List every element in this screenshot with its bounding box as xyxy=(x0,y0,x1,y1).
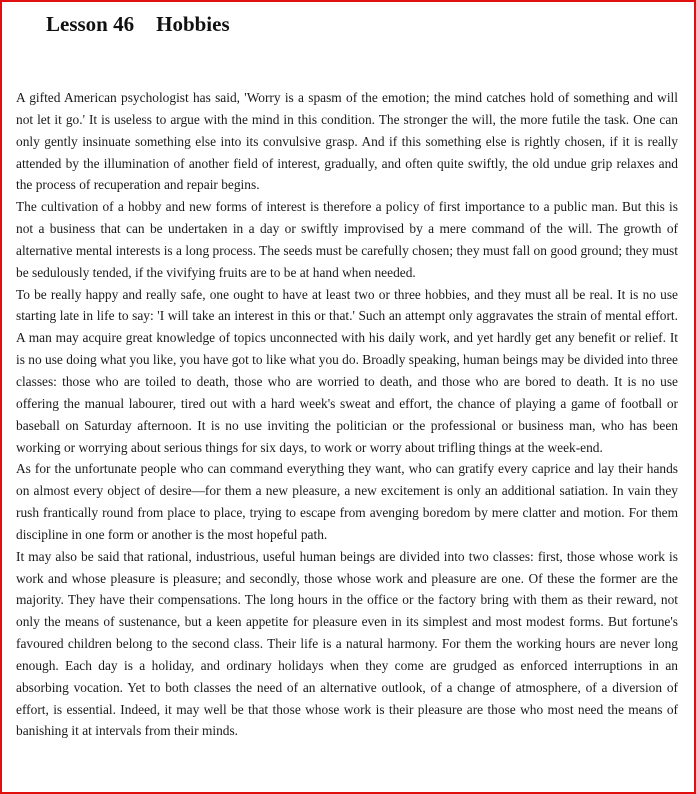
lesson-heading xyxy=(46,12,230,37)
paragraph-3: To be really happy and really safe, one ought to have at least two or three hobbies, and they must all be real. It is no use starting late in life to say: 'I will take an interest in this or that.' Such an attempt only aggravates the strain of mental effort. A man may acquire great knowledge of topics unconnected with his daily work, and yet hardly get any benefit or relief. It is no use doing what you like, you have got to like what you do. Broadly speaking, human beings may be divided into three classes: those who are toiled to death, those who are worried to death, and those who are bored to death. It is no use offering the manual labourer, tired out with a hard week's sweat and effort, the chance of playing a game of football or baseball on Saturday afternoon. It is no use inviting the politician or the professional or business man, who has been working or worrying about serious things for six days, to work or worry about trifling things at the week-end. xyxy=(16,286,678,455)
paragraph-4: As for the unfortunate people who can command everything they want, who can gratify every caprice and lay their hands on almost every object of desire—for them a new pleasure, a new excitement is only an additional satiation. In vain they rush frantically round from place to place, trying to escape from avenging boredom by mere clatter and motion. For them discipline in one form or another is the most hopeful path. xyxy=(16,461,678,542)
paragraph-5: It may also be said that rational, industrious, useful human beings are divided into two classes: first, those whose work is work and whose pleasure is pleasure; and secondly, those whose work and pleasure are one. Of these the former are the majority. They have their compensations. The long hours in the office or the factory bring with them as their reward, not only the means of sustenance, but a keen appetite for pleasure even in its simplest and most modest forms. But fortune's favoured children belong to the second class. Their life is a natural harmony. For them the working hours are never long enough. Each day is a holiday, and ordinary holidays when they come are grudged as enforced interruptions in an absorbing vocation. Yet to both classes the need of an alternative outlook, of a change of atmosphere, of a diversion of effort, is essential. Indeed, it may well be that those whose work is their pleasure are those who most need the means of banishing it at intervals from their minds. xyxy=(16,548,678,739)
paragraph-2: The cultivation of a hobby and new forms of interest is therefore a policy of first importance to a public man. But this is not a business that can be undertaken in a day or swiftly improvised by a mere command of the will. The growth of alternative mental interests is a long process. The seeds must be carefully chosen; they must fall on good ground; they must be sedulously tended, if the vivifying fruits are to be at hand when needed. xyxy=(16,199,678,280)
lesson-number: Lesson 46 xyxy=(46,12,135,36)
paragraph-1: A gifted American psychologist has said, 'Worry is a spasm of the emotion; the mind catches hold of something and will not let it go.' It is useless to argue with the mind in this condition. The stronger the will, the more futile the task. One can only gently insinuate something else into its convulsive grasp. And if this something else is rightly chosen, if it is really attended by the illumination of another field of interest, gradually, and often quite swiftly, the old undue grip relaxes and the process of recuperation and repair begins. xyxy=(16,90,678,193)
article-body xyxy=(16,87,678,742)
lesson-title: Hobbies xyxy=(156,12,230,36)
